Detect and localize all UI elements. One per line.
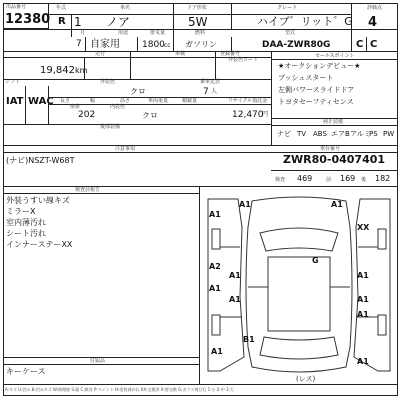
shift-label: シフト bbox=[5, 79, 21, 85]
load-label: 積載量 bbox=[182, 98, 198, 104]
year-era: R bbox=[58, 16, 66, 27]
color-code-label: 外装色コード bbox=[228, 57, 259, 63]
front-value: 169 bbox=[340, 174, 356, 183]
sales-point-2: プッシュスタート bbox=[278, 74, 334, 82]
car-name: ノア bbox=[106, 15, 131, 29]
rear-equipment-label: 後部装備 bbox=[100, 124, 121, 130]
sales-point-3: 左側パワースライドドア bbox=[278, 86, 355, 94]
capacity-unit: 人 bbox=[211, 88, 218, 95]
equip-abs: ABS bbox=[313, 130, 327, 138]
mileage-value: 19,842 bbox=[40, 65, 75, 76]
damage-mark: B1 bbox=[243, 335, 255, 344]
fuel-label: 燃料 bbox=[195, 30, 206, 36]
interior-score: C bbox=[356, 39, 364, 50]
interior-label: 内装色 bbox=[110, 104, 126, 110]
capacity-value: 7 bbox=[203, 87, 209, 97]
weight-label: 車両重量 bbox=[148, 98, 169, 104]
damage-mark: XX bbox=[357, 223, 370, 232]
equip-pw: PW bbox=[383, 130, 395, 138]
damage-mark: A1 bbox=[229, 295, 241, 304]
diagram-rear-label: (レス) bbox=[296, 375, 316, 383]
inspection-label: 車検 bbox=[175, 51, 186, 57]
grade-value: ハイブ゛リット゛G bbox=[257, 15, 353, 28]
month-value: 7 bbox=[76, 39, 82, 49]
recycle-fee: 12,470 bbox=[232, 110, 264, 120]
inspector-title: 検査員報告 bbox=[75, 187, 101, 193]
usage-label: 用途 bbox=[118, 30, 129, 36]
car-diagram bbox=[200, 187, 398, 384]
sales-point-1: ★オークションデビュー★ bbox=[278, 62, 361, 70]
equip-tv: TV bbox=[297, 130, 307, 138]
recycle-unit: 円 bbox=[262, 111, 269, 118]
lot-number: 12380 bbox=[5, 12, 51, 27]
mileage-unit: km bbox=[75, 66, 88, 75]
damage-mark: A1 bbox=[209, 210, 221, 219]
year-label: 年式 bbox=[56, 5, 67, 11]
maker-label: 車名 bbox=[120, 5, 131, 11]
inspector-line-5: インナーステーXX bbox=[6, 240, 73, 249]
grade-label: グレード bbox=[277, 5, 298, 11]
equip-ps: PS bbox=[369, 130, 378, 138]
accessories-title: 付属品 bbox=[90, 358, 106, 364]
front-label: 前 bbox=[326, 177, 332, 183]
sales-title: セールスポイント bbox=[315, 53, 355, 59]
interior-value: クロ bbox=[142, 111, 158, 120]
seats-value: 202 bbox=[78, 110, 96, 120]
cc-value: 1800 bbox=[142, 40, 165, 50]
damage-mark: G bbox=[312, 256, 319, 265]
color-value: クロ bbox=[130, 87, 146, 96]
mileage-label: 走行 bbox=[95, 51, 106, 57]
sales-point-4: トヨタセーフティセンス bbox=[278, 98, 354, 106]
roof bbox=[268, 257, 330, 331]
lot-label: 出品番号 bbox=[6, 4, 27, 10]
damage-mark: A1 bbox=[209, 284, 221, 293]
equip-navi: ナビ bbox=[277, 130, 291, 138]
accessories-value: キーケース bbox=[6, 367, 46, 376]
damage-mark: A1 bbox=[357, 310, 369, 319]
inspector-line-2: ミラーX bbox=[6, 207, 36, 216]
exam-label: 検査 bbox=[275, 177, 286, 183]
height-label: 高さ bbox=[120, 98, 131, 104]
cc-label: 排気量 bbox=[150, 30, 166, 36]
remarks-label: 注意事項 bbox=[115, 146, 136, 152]
damage-mark: A1 bbox=[331, 200, 343, 209]
damage-mark: A2 bbox=[209, 262, 221, 271]
inspector-line-1: 外装うすい線キズ bbox=[6, 196, 70, 205]
damage-mark: A1 bbox=[229, 271, 241, 280]
rear-window bbox=[260, 337, 338, 359]
exam-value: 469 bbox=[297, 174, 313, 183]
damage-mark: A1 bbox=[357, 271, 369, 280]
year-value: 1 bbox=[74, 15, 82, 29]
damage-legend: A:キズ U:凹み B:凹みキズ W:修理跡 S:錆 C:腐食 P:ペイント H:塗装剥がれ XX:交換済 X:要交換 G:ガラス飛び石 1:小 2:中 3:大 bbox=[5, 387, 234, 392]
damage-mark: A1 bbox=[357, 357, 369, 366]
chassis-label: 車台番号 bbox=[320, 146, 341, 152]
doors-label: ドア形状 bbox=[187, 5, 207, 11]
inspector-line-3: 室内薄汚れ bbox=[6, 218, 46, 227]
capacity-label: 乗車定員 bbox=[200, 79, 221, 85]
model-value: DAA-ZWR80G bbox=[262, 40, 331, 50]
fuel-value: ガソリン bbox=[185, 40, 217, 49]
windshield bbox=[260, 228, 338, 251]
color-label: 外装色 bbox=[100, 79, 116, 85]
seats-label: 座席 bbox=[70, 104, 81, 110]
registration-label: 登録番号 bbox=[220, 51, 241, 57]
damage-mark: A1 bbox=[211, 347, 223, 356]
equip-airbag: エアB bbox=[331, 130, 350, 138]
chassis-number: ZWR80-0407401 bbox=[283, 153, 386, 166]
rear-value: 182 bbox=[375, 174, 391, 183]
equipment-title: 純正装備 bbox=[323, 119, 344, 125]
inspector-line-4: シート汚れ bbox=[6, 229, 46, 238]
exterior-score: C bbox=[370, 39, 378, 50]
shift-value: IAT bbox=[6, 96, 24, 107]
damage-mark: A1 bbox=[357, 295, 369, 304]
overall-score: 4 bbox=[368, 15, 378, 30]
door-type: 5W bbox=[188, 15, 208, 29]
length-label: 長さ bbox=[60, 98, 71, 104]
recycle-label: リサイクル預託金 bbox=[228, 98, 268, 104]
remarks-value: (ナビ)NSZT-W68T bbox=[6, 156, 75, 165]
model-label: 型式 bbox=[285, 30, 296, 36]
rear-label: 後 bbox=[361, 177, 367, 183]
width-label: 幅 bbox=[90, 98, 96, 104]
cc-unit: cc bbox=[164, 42, 171, 49]
equip-alloy: アルミ bbox=[350, 130, 371, 138]
score-label: 評価点 bbox=[367, 5, 383, 11]
ac-value: WAC bbox=[28, 96, 54, 107]
usage-value: 自家用 bbox=[90, 39, 120, 50]
month-label: 月 bbox=[80, 30, 86, 36]
damage-mark: A1 bbox=[239, 200, 251, 209]
